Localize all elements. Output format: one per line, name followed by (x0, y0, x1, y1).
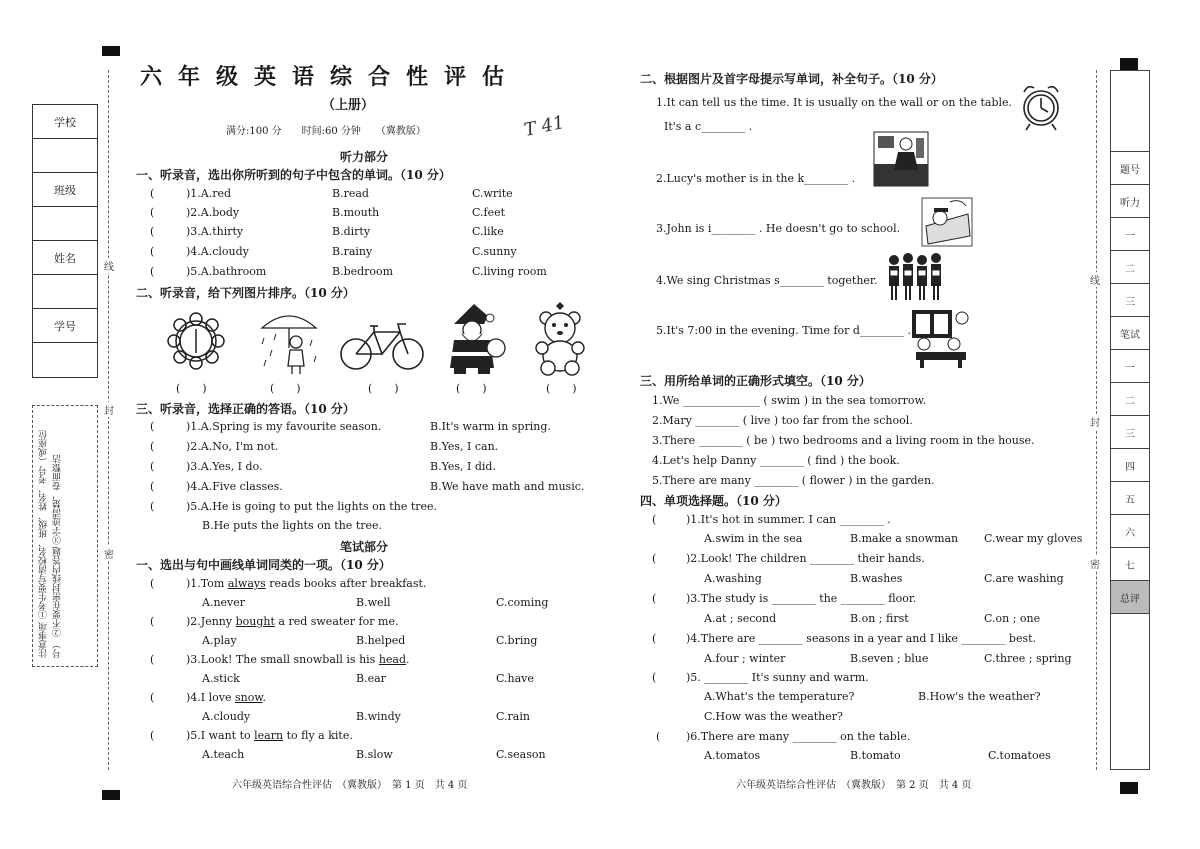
question-text: 3.John is i________ . He doesn't go to school. (656, 222, 901, 235)
option-c: C.on ; one (984, 612, 1041, 625)
student-number-field[interactable] (33, 343, 97, 376)
option-a: A.at ; second (704, 612, 777, 625)
option-a: A.teach (202, 748, 245, 761)
fill-blank-item: 1.We ______________ ( swim ) in the sea tomorrow. (652, 394, 927, 407)
answer-bracket[interactable]: ( (656, 730, 661, 743)
option-c: C.bring (496, 634, 538, 647)
answer-bracket[interactable]: ( (150, 440, 155, 453)
page-2-footer: 六年级英语综合性评估 （冀教版） 第 2 页 共 4 页 (736, 780, 972, 791)
option-b: B.washes (850, 572, 903, 585)
seal-mark-line: 线 (1090, 272, 1100, 287)
score-table-top-blank (1111, 71, 1149, 152)
option-b: B.make a snowman (850, 532, 959, 545)
answer-bracket[interactable]: ( (150, 420, 155, 433)
school-label: 学校 (33, 105, 97, 139)
bicycle-picture (338, 318, 426, 374)
question-text: )6.There are many ________ on the table. (686, 730, 911, 743)
question-text-part: )2.Jenny (186, 615, 236, 628)
exam-notice-box (32, 405, 98, 667)
exam-title: 六年级英语综合性评估 (140, 64, 521, 90)
option-a: A.swim in the sea (704, 532, 803, 545)
question-text: )4.There are ________ seasons in a year and I like ________ best. (686, 632, 1037, 645)
seal-mark-secret: 密 (1090, 556, 1100, 571)
question-text: )5. ________ It's sunny and warm. (686, 671, 869, 684)
option-b: B.How's the weather? (918, 690, 1041, 703)
student-info-box (32, 104, 98, 378)
score-cell-listening: 听力 (1111, 185, 1149, 218)
option-a: )2.A.body (186, 206, 240, 219)
option-a: A.stick (202, 672, 240, 685)
answer-bracket[interactable]: ( (150, 691, 155, 704)
sick-in-bed-picture (920, 196, 974, 248)
answer-bracket[interactable]: ( (150, 206, 155, 219)
underlined-word: always (227, 577, 266, 590)
option-b: B.We have math and music. (430, 480, 585, 493)
score-cell[interactable]: 一 (1111, 218, 1149, 251)
option-a: )1.A.Spring is my favourite season. (186, 420, 382, 433)
option-a: A.never (202, 596, 246, 609)
option-c: C.rain (496, 710, 530, 723)
option-b: B.tomato (850, 749, 901, 762)
score-cell[interactable]: 四 (1111, 449, 1149, 482)
registration-mark (102, 790, 120, 800)
score-cell[interactable]: 三 (1111, 284, 1149, 317)
question-text: )2.Look! The children ________ their hands. (686, 552, 925, 565)
answer-bracket[interactable]: ( (150, 729, 155, 742)
answer-bracket[interactable]: ( (652, 552, 657, 565)
answer-bracket[interactable]: ( (652, 592, 657, 605)
answer-bracket[interactable]: ( (150, 615, 155, 628)
underlined-word: snow (235, 691, 263, 704)
question-text: 5.It's 7:00 in the evening. Time for d________ . (656, 324, 911, 337)
option-b: B.He puts the lights on the tree. (202, 519, 383, 532)
score-cell[interactable]: 二 (1111, 383, 1149, 416)
school-field[interactable] (33, 139, 97, 173)
answer-bracket[interactable]: ( ) (270, 382, 301, 395)
option-a: A.washing (704, 572, 762, 585)
option-c: C.tomatoes (988, 749, 1051, 762)
question-text-part: reads books after breakfast. (265, 577, 427, 590)
option-a: A.What's the temperature? (704, 690, 855, 703)
score-cell-total[interactable]: 总评 (1111, 581, 1149, 614)
written-section-3-title: 三、用所给单词的正确形式填空。（10 分） (640, 374, 871, 388)
score-cell[interactable]: 二 (1111, 251, 1149, 284)
option-a: )3.A.Yes, I do. (186, 460, 263, 473)
girl-umbrella-rain-picture (254, 304, 324, 376)
seal-mark-seal: 封 (1090, 414, 1100, 429)
answer-bracket[interactable]: ( ) (546, 382, 577, 395)
question-text-part: a red sweater for me. (274, 615, 399, 628)
registration-mark (1120, 782, 1138, 794)
written-section-4-title: 四、单项选择题。（10 分） (640, 494, 787, 508)
question-text: It's a c________ . (664, 120, 753, 133)
answer-bracket[interactable]: ( (150, 245, 155, 258)
question-text (186, 653, 410, 666)
question-text (186, 691, 266, 704)
answer-bracket[interactable]: ( (150, 225, 155, 238)
option-c: C.sunny (472, 245, 517, 258)
teddy-bear-picture (532, 300, 588, 376)
option-b: B.Yes, I did. (430, 460, 496, 473)
answer-bracket[interactable]: ( ) (176, 382, 207, 395)
question-text-part: )1.Tom (186, 577, 228, 590)
listening-section-3-title: 三、听录音，选择正确的答语。（10 分） (136, 402, 355, 416)
question-text: 2.Lucy's mother is in the k________ . (656, 172, 856, 185)
student-number-label: 学号 (33, 309, 97, 343)
option-b: B.ear (356, 672, 386, 685)
score-cell[interactable]: 七 (1111, 548, 1149, 581)
question-text (186, 615, 398, 628)
written-section-1-title: 一、选出与句中画线单词同类的一项。（10 分） (136, 558, 391, 572)
option-c: C.are washing (984, 572, 1064, 585)
answer-bracket[interactable]: ( (150, 265, 155, 278)
score-cell[interactable]: 六 (1111, 515, 1149, 548)
question-text: )1.It's hot in summer. I can ________ . (686, 513, 891, 526)
santa-claus-picture (440, 302, 506, 376)
question-text: )3.The study is ________ the ________ floor. (686, 592, 917, 605)
option-a: )5.A.He is going to put the lights on the tree. (186, 500, 438, 513)
question-text-part: . (262, 691, 266, 704)
option-a: )5.A.bathroom (186, 265, 267, 278)
option-a: A.play (202, 634, 237, 647)
option-c: C.living room (472, 265, 547, 278)
score-table (1110, 70, 1150, 770)
question-text: 4.We sing Christmas s________ together. (656, 274, 878, 287)
answer-bracket[interactable]: ( (150, 500, 155, 513)
option-c: C.How was the weather? (704, 710, 843, 723)
exam-volume: （上册） (322, 98, 375, 113)
question-text (186, 729, 353, 742)
option-b: B.rainy (332, 245, 373, 258)
name-field[interactable] (33, 275, 97, 309)
class-label: 班级 (33, 173, 97, 207)
question-text-part: to fly a kite. (283, 729, 353, 742)
option-a: A.tomatos (704, 749, 761, 762)
registration-mark (1120, 58, 1138, 70)
option-b: B.mouth (332, 206, 380, 219)
answer-bracket[interactable]: ( ) (456, 382, 487, 395)
option-b: B.Yes, I can. (430, 440, 499, 453)
seal-mark-secret: 密 (104, 546, 114, 561)
answer-bracket[interactable]: ( (652, 513, 657, 526)
option-b: B.slow (356, 748, 393, 761)
option-b: B.read (332, 187, 369, 200)
option-c: C.three ; spring (984, 652, 1072, 665)
listening-title: 听力部分 (340, 150, 389, 164)
option-a: )1.A.red (186, 187, 232, 200)
handwritten-note: T 41 (522, 112, 567, 141)
kitchen-cooking-picture (872, 130, 930, 188)
clock-picture (160, 308, 232, 374)
registration-mark (102, 46, 120, 56)
listening-section-2-title: 二、听录音，给下列图片排序。（10 分） (136, 286, 355, 300)
option-b: B.dirty (332, 225, 371, 238)
question-text-part: . (406, 653, 410, 666)
option-a: )4.A.Five classes. (186, 480, 283, 493)
option-a: )4.A.cloudy (186, 245, 249, 258)
written-title: 笔试部分 (340, 540, 389, 554)
fill-blank-item: 3.There ________ ( be ) two bedrooms and a living room in the house. (652, 434, 1035, 447)
written-section-2-title: 二、根据图片及首字母提示写单词，补全句子。（10 分） (640, 72, 943, 86)
question-text-part: )4.I love (186, 691, 235, 704)
fill-blank-item: 5.There are many ________ ( flower ) in the garden. (652, 474, 935, 487)
answer-bracket[interactable]: ( (652, 632, 657, 645)
option-c: C.feet (472, 206, 506, 219)
children-singing-picture (884, 248, 948, 304)
option-c: C.coming (496, 596, 549, 609)
option-a: A.cloudy (202, 710, 251, 723)
name-label: 姓名 (33, 241, 97, 275)
listening-section-1-title: 一、听录音，选出你所听到的句子中包含的单词。（10 分） (136, 168, 451, 182)
option-a: A.four ; winter (704, 652, 786, 665)
question-text (186, 577, 426, 590)
fill-blank-item: 4.Let's help Danny ________ ( find ) the book. (652, 454, 900, 467)
seal-mark-line: 线 (104, 258, 114, 273)
answer-bracket[interactable]: ( (150, 460, 155, 473)
answer-bracket[interactable]: ( (150, 480, 155, 493)
question-text: 1.It can tell us the time. It is usually on the wall or on the table. (656, 96, 1013, 109)
option-b: B.well (356, 596, 391, 609)
underlined-word: bought (235, 615, 275, 628)
fill-blank-item: 2.Mary ________ ( live ) too far from the school. (652, 414, 913, 427)
question-text-part: )5.I want to (186, 729, 255, 742)
option-b: B.bedroom (332, 265, 394, 278)
option-b: B.windy (356, 710, 401, 723)
family-dinner-picture (910, 308, 972, 370)
answer-bracket[interactable]: ( (150, 653, 155, 666)
seal-mark-seal: 封 (104, 402, 114, 417)
question-text-part: )3.Look! The small snowball is his (186, 653, 379, 666)
option-c: C.season (496, 748, 546, 761)
option-a: )3.A.thirty (186, 225, 244, 238)
option-c: C.like (472, 225, 504, 238)
option-a: )2.A.No, I'm not. (186, 440, 279, 453)
underlined-word: learn (254, 729, 284, 742)
seal-line (108, 70, 109, 770)
exam-notice-text: 注意事项 ①考生要写清校名、班级、姓名、考号（或座位号） ②不要在密封线内答题 ③字迹清楚，卷面整洁 (39, 430, 63, 658)
option-b: B.It's warm in spring. (430, 420, 551, 433)
answer-bracket[interactable]: ( (150, 577, 155, 590)
option-b: B.helped (356, 634, 406, 647)
underlined-word: head (378, 653, 407, 666)
score-cell[interactable]: 一 (1111, 350, 1149, 383)
answer-bracket[interactable]: ( (150, 187, 155, 200)
answer-bracket[interactable]: ( ) (368, 382, 399, 395)
class-field[interactable] (33, 207, 97, 241)
answer-bracket[interactable]: ( (652, 671, 657, 684)
exam-meta: 满分:100 分 时间:60 分钟 （冀教版） (226, 126, 426, 137)
score-cell[interactable]: 五 (1111, 482, 1149, 515)
score-cell-written: 笔试 (1111, 317, 1149, 350)
option-c: C.have (496, 672, 534, 685)
option-c: C.write (472, 187, 513, 200)
score-cell[interactable]: 三 (1111, 416, 1149, 449)
option-b: B.on ; first (850, 612, 909, 625)
page-1-footer: 六年级英语综合性评估 （冀教版） 第 1 页 共 4 页 (232, 780, 468, 791)
option-c: C.wear my gloves (984, 532, 1083, 545)
score-cell-header: 题号 (1111, 152, 1149, 185)
alarm-clock-picture (1018, 80, 1064, 132)
option-b: B.seven ; blue (850, 652, 929, 665)
